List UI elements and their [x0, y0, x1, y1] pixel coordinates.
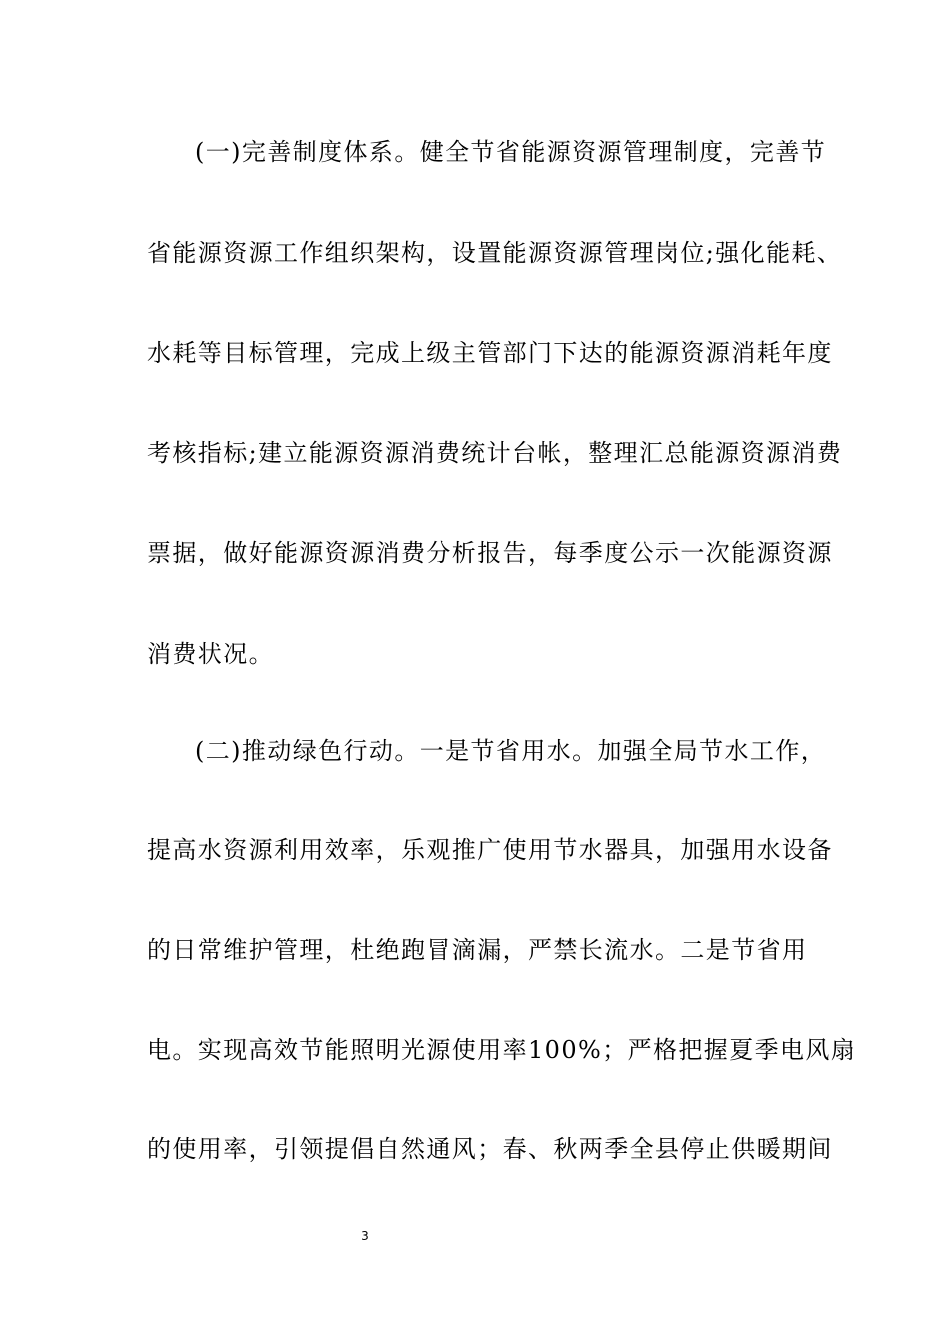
paragraph-1-line-1: (一)完善制度体系。健全节省能源资源管理制度，完善节 [195, 138, 827, 166]
paragraph-2-line-1: (二)推动绿色行动。一是节省用水。加强全局节水工作， [195, 737, 827, 765]
paragraph-1-line-5: 票据，做好能源资源消费分析报告，每季度公示一次能源资源 [147, 539, 833, 567]
paragraph-2-line-3: 的日常维护管理，杜绝跑冒滴漏，严禁长流水。二是节省用 [147, 936, 808, 964]
paragraph-1-line-6: 消费状况。 [147, 640, 274, 668]
paragraph-2-line-5: 的使用率，引领提倡自然通风；春、秋两季全县停止供暖期间 [147, 1135, 833, 1163]
paragraph-2-line-4: 电。实现高效节能照明光源使用率100%；严格把握夏季电风扇 [147, 1036, 857, 1064]
paragraph-1-line-3: 水耗等目标管理，完成上级主管部门下达的能源资源消耗年度 [147, 339, 833, 367]
paragraph-1-line-4: 考核指标;建立能源资源消费统计台帐，整理汇总能源资源消费 [147, 439, 843, 467]
paragraph-2-line-2: 提高水资源利用效率，乐观推广使用节水器具，加强用水设备 [147, 836, 833, 864]
paragraph-1-line-2: 省能源资源工作组织架构，设置能源资源管理岗位;强化能耗、 [147, 239, 843, 267]
page-number: 3 [361, 1229, 369, 1243]
